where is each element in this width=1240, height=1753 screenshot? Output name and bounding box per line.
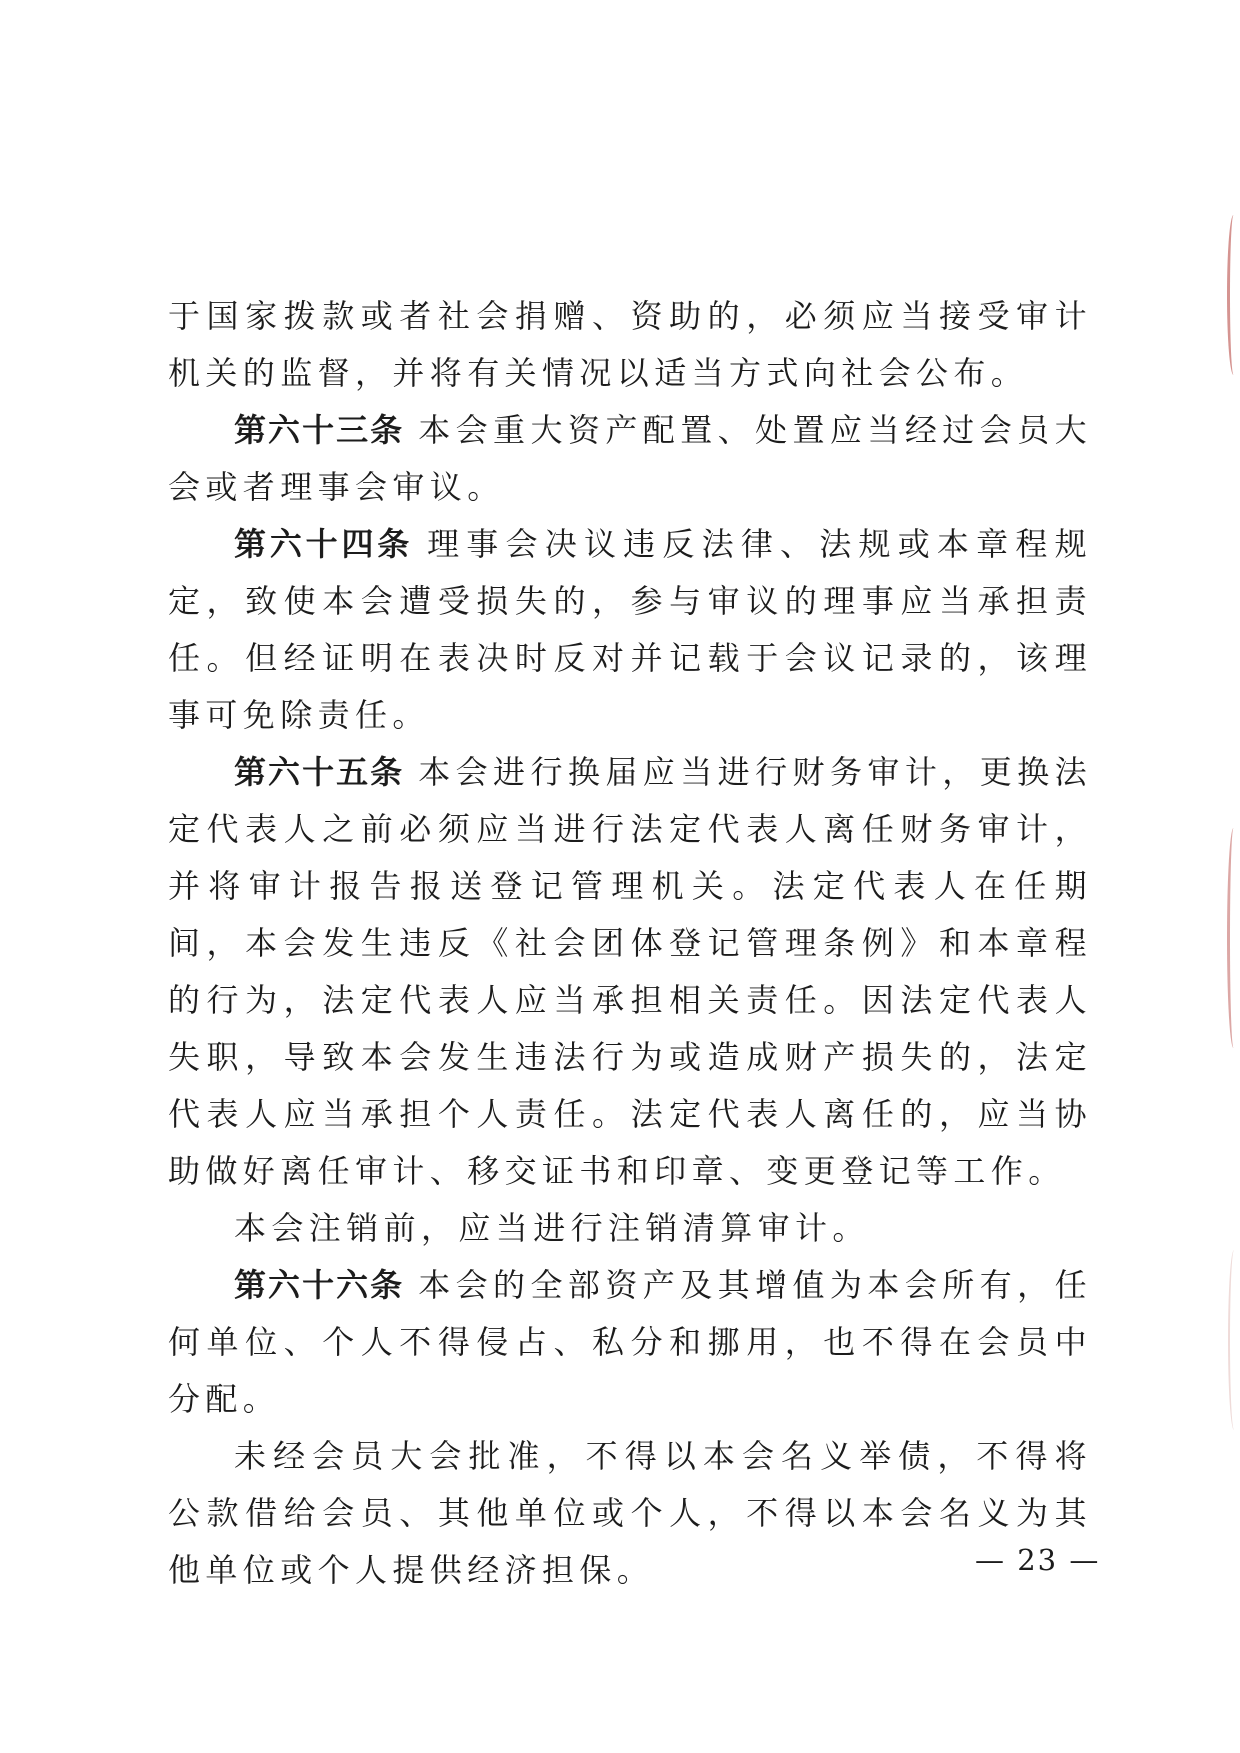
article-text: 本会进行换届应当进行财务审计，更换法定代表人之前必须应当进行法定代表人离任财务审计，并将审计报告报送登记管理机关。法定代表人在任期间，本会发生违反《社会团体登记管理条例》和本章程的行为，法定代表人应当承担相关责任。因法定代表人失职，导致本会发生违法行为或造成财产损失的，法定代表人应当承担个人责任。法定代表人离任的，应当协助做好离任审计、移交证书和印章、变更登记等工作。 [168, 753, 1092, 1190]
article-64 [168, 516, 1092, 744]
paragraph-text: 本会注销前，应当进行注销清算审计。 [234, 1209, 870, 1247]
article-text: 本会的全部资产及其增值为本会所有，任何单位、个人不得侵占、私分和挪用，也不得在会员中分配。 [168, 1266, 1092, 1418]
article-63 [168, 402, 1092, 516]
document-body [168, 288, 1092, 1599]
paragraph-continuation [168, 288, 1092, 402]
article-text: 理事会决议违反法律、法规或本章程规定，致使本会遭受损失的，参与审议的理事应当承担责任。但经证明在表决时反对并记载于会议记录的，该理事可免除责任。 [168, 525, 1092, 734]
page-number: — 23 — [975, 1543, 1101, 1577]
seal-fragment-top [1227, 215, 1240, 375]
article-65-clause-2 [168, 1200, 1092, 1257]
paragraph-text: 未经会员大会批准，不得以本会名义举债，不得将公款借给会员、其他单位或个人，不得以本会名义为其他单位或个人提供经济担保。 [168, 1437, 1092, 1589]
article-65 [168, 744, 1092, 1200]
article-text: 本会重大资产配置、处置应当经过会员大会或者理事会审议。 [168, 411, 1092, 506]
article-label: 第六十三条 [234, 411, 405, 449]
article-label: 第六十四条 [234, 525, 414, 563]
article-label: 第六十五条 [234, 753, 405, 791]
seal-fragment-middle [1227, 828, 1240, 1048]
paragraph-text: 于国家拨款或者社会捐赠、资助的，必须应当接受审计机关的监督，并将有关情况以适当方式向社会公布。 [168, 297, 1092, 392]
article-66 [168, 1257, 1092, 1428]
seal-fragment-bottom [1228, 1250, 1240, 1430]
article-66-clause-2 [168, 1428, 1092, 1599]
article-label: 第六十六条 [234, 1266, 405, 1304]
